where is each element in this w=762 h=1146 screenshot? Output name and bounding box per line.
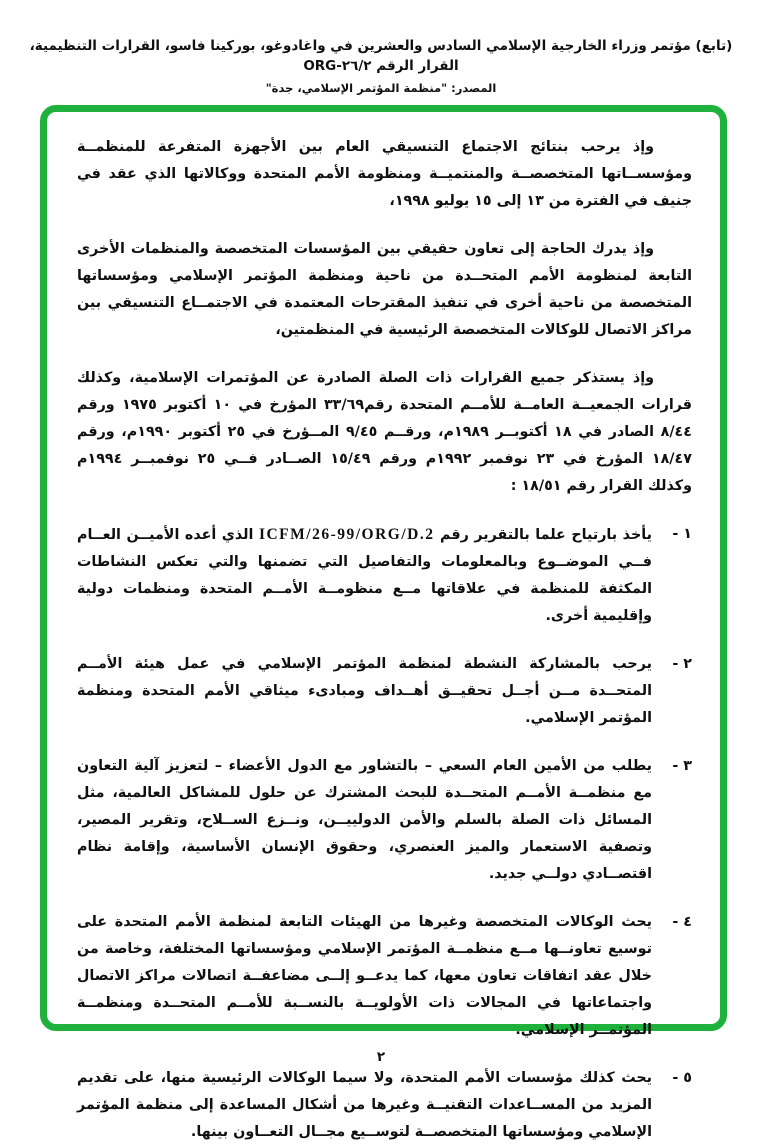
- item-number: ٣ -: [672, 758, 692, 774]
- resolution-item: [77, 651, 692, 732]
- item-text: يحث كذلك مؤسسات الأمم المتحدة، ولا سيما الوكالات الرئيسية منها، على تقديم المزيد من المســاعدات التقنيــة وغيرها من أشكال المساعدة إلى منظمة المؤتمر الإسلامي ومؤسساتها المتخصصــة لتوســيع مجــال التعــاون بينها.: [77, 1070, 652, 1140]
- item-text-after-code: الذي أعده الأميــن العــام فــي الموضــوع وبالمعلومات والتفاصيل التي تضمنها والتي تعكس النشاطات المكثفة للمنظمة في علاقاتها مــع منظومــة الأمــم المتحدة ومنظمات دولية وإقليمية أخرى.: [77, 527, 652, 624]
- header-source-line: المصدر: "منظمة المؤتمر الإسلامي، جدة": [265, 81, 497, 95]
- preamble-paragraph: وإذ يستذكر جميع القرارات ذات الصلة الصادرة عن المؤتمرات الإسلامية، وكذلك قرارات الجمعيــة العامــة للأمــم المتحدة رقم٣٣/٦٩ المؤرخ في ١٠ أكتوبر ١٩٧٥ ورقم ٨/٤٤ الصادر في ١٨ أكتوبــر ١٩٨٩م، ورقــم ٩/٤٥ المــؤرخ في ٢٥ أكتوبر ١٩٩٠م، ورقم ١٨/٤٧ المؤرخ في ٢٣ نوفمبر ١٩٩٢م ورقم ١٥/٤٩ الصــادر فــي ٢٥ نوفمبــر ١٩٩٤م وكذلك القرار رقم ١٨/٥١ :: [77, 370, 693, 494]
- report-code: ICFM/26-99/ORG/D.2: [258, 526, 435, 543]
- item-text: يطلب من الأمين العام السعي – بالتشاور مع الدول الأعضاء – لتعزيز آلية التعاون مع منظمــة الأمــم المتحــدة للبحث المشترك عن حلول للمشاكل العالمية، مثل المسائل ذات الصلة بالسلم والأمن الدولييــن، ونــزع الســلاح، وتقرير المصير، وتصفية الاستعمار والميز العنصري، وحقوق الإنسان الأساسية، وإقامة نظام اقتصــادي دولــي جديد.: [77, 758, 652, 882]
- document-body: [77, 134, 692, 1146]
- preamble-paragraph: وإذ يرحب بنتائج الاجتماع التنسيقي العام بين الأجهزة المتفرعة للمنظمــة ومؤسســاتها المتخصصــة والمنتميــة ومنظومة الأمم المتحدة ووكالاتها الذي عقد في جنيف في الفترة من ١٣ إلى ١٥ يوليو ١٩٩٨،: [77, 139, 692, 209]
- item-number: ٢ -: [672, 656, 692, 672]
- item-text-before-code: يأخذ بارتياح علما بالتقرير رقم: [434, 527, 652, 543]
- highlight-frame: [40, 105, 727, 1140]
- page-header: [10, 36, 752, 96]
- item-number: ١ -: [672, 526, 692, 542]
- page-footer: [0, 1049, 762, 1065]
- item-text: يحث الوكالات المتخصصة وغيرها من الهيئات التابعة لمنظمة الأمم المتحدة على توسيع تعاونــها مــع منظمــة المؤتمر الإسلامي ومؤسساتها المختلفة، وخاصة من خلال عقد اتفاقات تعاون معها، كما يدعــو إلــى مضاعفــة اتصالات مراكز الاتصال واجتماعاتها في المجالات ذات الأولويــة بالنســبة للأمــم المتحــدة ومنظمــة المؤتمــر الإسلامي.: [77, 914, 652, 1038]
- item-text: [77, 521, 652, 630]
- preamble-paragraph: وإذ يدرك الحاجة إلى تعاون حقيقي بين المؤسسات المتخصصة والمنظمات الأخرى التابعة لمنظومة الأمم المتحــدة من ناحية ومنظمة المؤتمر الإسلامي ومؤسساتها المتخصصة من ناحية أخرى في تنفيذ المقترحات المعتمدة في الاجتمــاع التنسيقي بين مراكز الاتصال للوكالات المتخصصة الرئيسية في المنظمتين،: [77, 241, 692, 338]
- resolution-item: [77, 909, 692, 1044]
- header-title-line: (تابع) مؤتمر وزراء الخارجية الإسلامي السادس والعشرين في واغادوغو، بوركينا فاسو، القرارات التنظيمية، القرار الرقم ٢٦/٢-ORG: [29, 38, 733, 74]
- resolution-item: [77, 521, 692, 630]
- item-number: ٤ -: [672, 914, 692, 930]
- item-text: يرحب بالمشاركة النشطة لمنظمة المؤتمر الإسلامي في عمل هيئة الأمــم المتحــدة مــن أجــل تحقيــق أهــداف ومبادىء ميثاقي الأمم المتحدة ومنظمة المؤتمر الإسلامي.: [77, 656, 652, 726]
- resolution-item: [77, 1065, 692, 1146]
- resolution-item: [77, 753, 692, 888]
- page-number: ٢: [376, 1049, 386, 1065]
- item-number: ٥ -: [672, 1070, 692, 1086]
